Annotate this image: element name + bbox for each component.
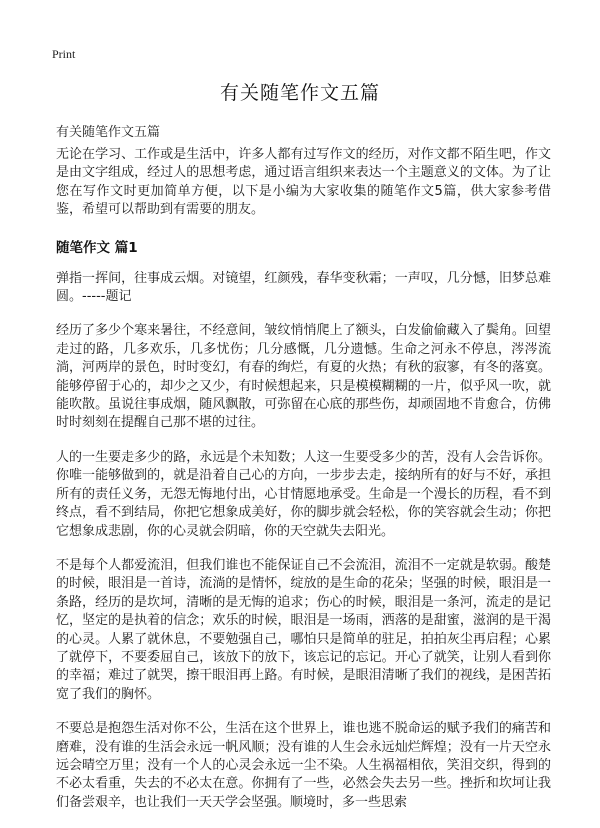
body-paragraph: 不是每个人都爱流泪，但我们谁也不能保证自己不会流泪，流泪不一定就是软弱。酸楚的时候，眼泪是一首诗，流淌的是情怀，绽放的是生命的花朵；坚强的时候，眼泪是一条路，经历的是坎坷，清晰的是无悔的追求；伤心的时候，眼泪是一条河，流走的是记忆，坚定的是执着的信念；欢乐的时候，眼泪是一场雨，洒落的是甜蜜，滋润的是干渴的心灵。人累了就休息，不要勉强自己，哪怕只是简单的驻足，拍拍灰尘再启程；心累了就停下，不要委屈自己，该放下的放下，该忘记的忘记。开心了就笑，让别人看到你的幸福；难过了就哭，擦干眼泪再上路。有时候，是眼泪清晰了我们的视线，是困苦拓宽了我们的胸怀。 (56, 557, 551, 702)
section-heading: 随笔作文 篇1 (56, 239, 138, 256)
body-paragraph: 人的一生要走多少的路，永远是个未知数；人这一生要受多少的苦，没有人会告诉你。你唯一能够做到的，就是沿着自己心的方向，一步步去走，接纳所有的好与不好，承担所有的责任义务，无怨无悔地付出，心甘情愿地承受。生命是一个漫长的历程，看不到终点，看不到结局，你把它想象成美好，你的脚步就会轻松，你的笑容就会生动；你把它想象成悲剧，你的心灵就会阴暗，你的天空就失去阳光。 (56, 449, 551, 539)
body-paragraph: 弹指一挥间，往事成云烟。对镜望，红颜残，春华变秋霜；一声叹，几分憾，旧梦总难圆。-----题记 (56, 270, 551, 305)
page-title: 有关随笔作文五篇 (219, 82, 380, 104)
article-body (56, 146, 551, 828)
body-paragraph: 不要总是抱怨生活对你不公，生活在这个世界上，谁也逃不脱命运的赋予我们的痛苦和磨难，没有谁的生活会永远一帆风顺；没有谁的人生会永远灿烂辉煌；没有一片天空永远会晴空万里；没有一个人的心灵会永远一尘不染。人生祸福相依，笑泪交织，得到的不必太看重，失去的不必太在意。你拥有了一些，必然会失去另一些。挫折和坎坷让我们备尝艰辛，也让我们一天天学会坚强。顺境时，多一些思索 (56, 721, 551, 810)
intro-paragraph: 无论在学习、工作或是生活中，许多人都有过写作文的经历，对作文都不陌生吧，作文是由文字组成，经过人的思想考虑，通过语言组织来表达一个主题意义的文体。为了让您在写作文时更加简单方便，以下是小编为大家收集的随笔作文5篇，供大家参考借鉴，希望可以帮助到有需要的朋友。 (56, 147, 551, 218)
document-subtitle: 有关随笔作文五篇 (56, 125, 161, 140)
print-link[interactable]: Print (52, 47, 76, 61)
body-paragraph: 经历了多少个寒来暑往，不经意间，皱纹悄悄爬上了额头，白发偷偷藏入了鬓角。回望走过的路，几多欢乐，几多忧伤；几分感慨，几分遗憾。生命之河永不停息，涔涔流淌，河两岸的景色，时时变幻，有春的绚烂，有夏的火热；有秋的寂寥，有冬的落寞。能够停留于心的，却少之又少，有时候想起来，只是模模糊糊的一片，似乎风一吹，就能吹散。虽说往事成烟，随风飘散，可弥留在心底的那些伤，却顽固地不肯愈合，仿佛时时刻刻在提醒自己那不堪的过往。 (56, 323, 551, 431)
